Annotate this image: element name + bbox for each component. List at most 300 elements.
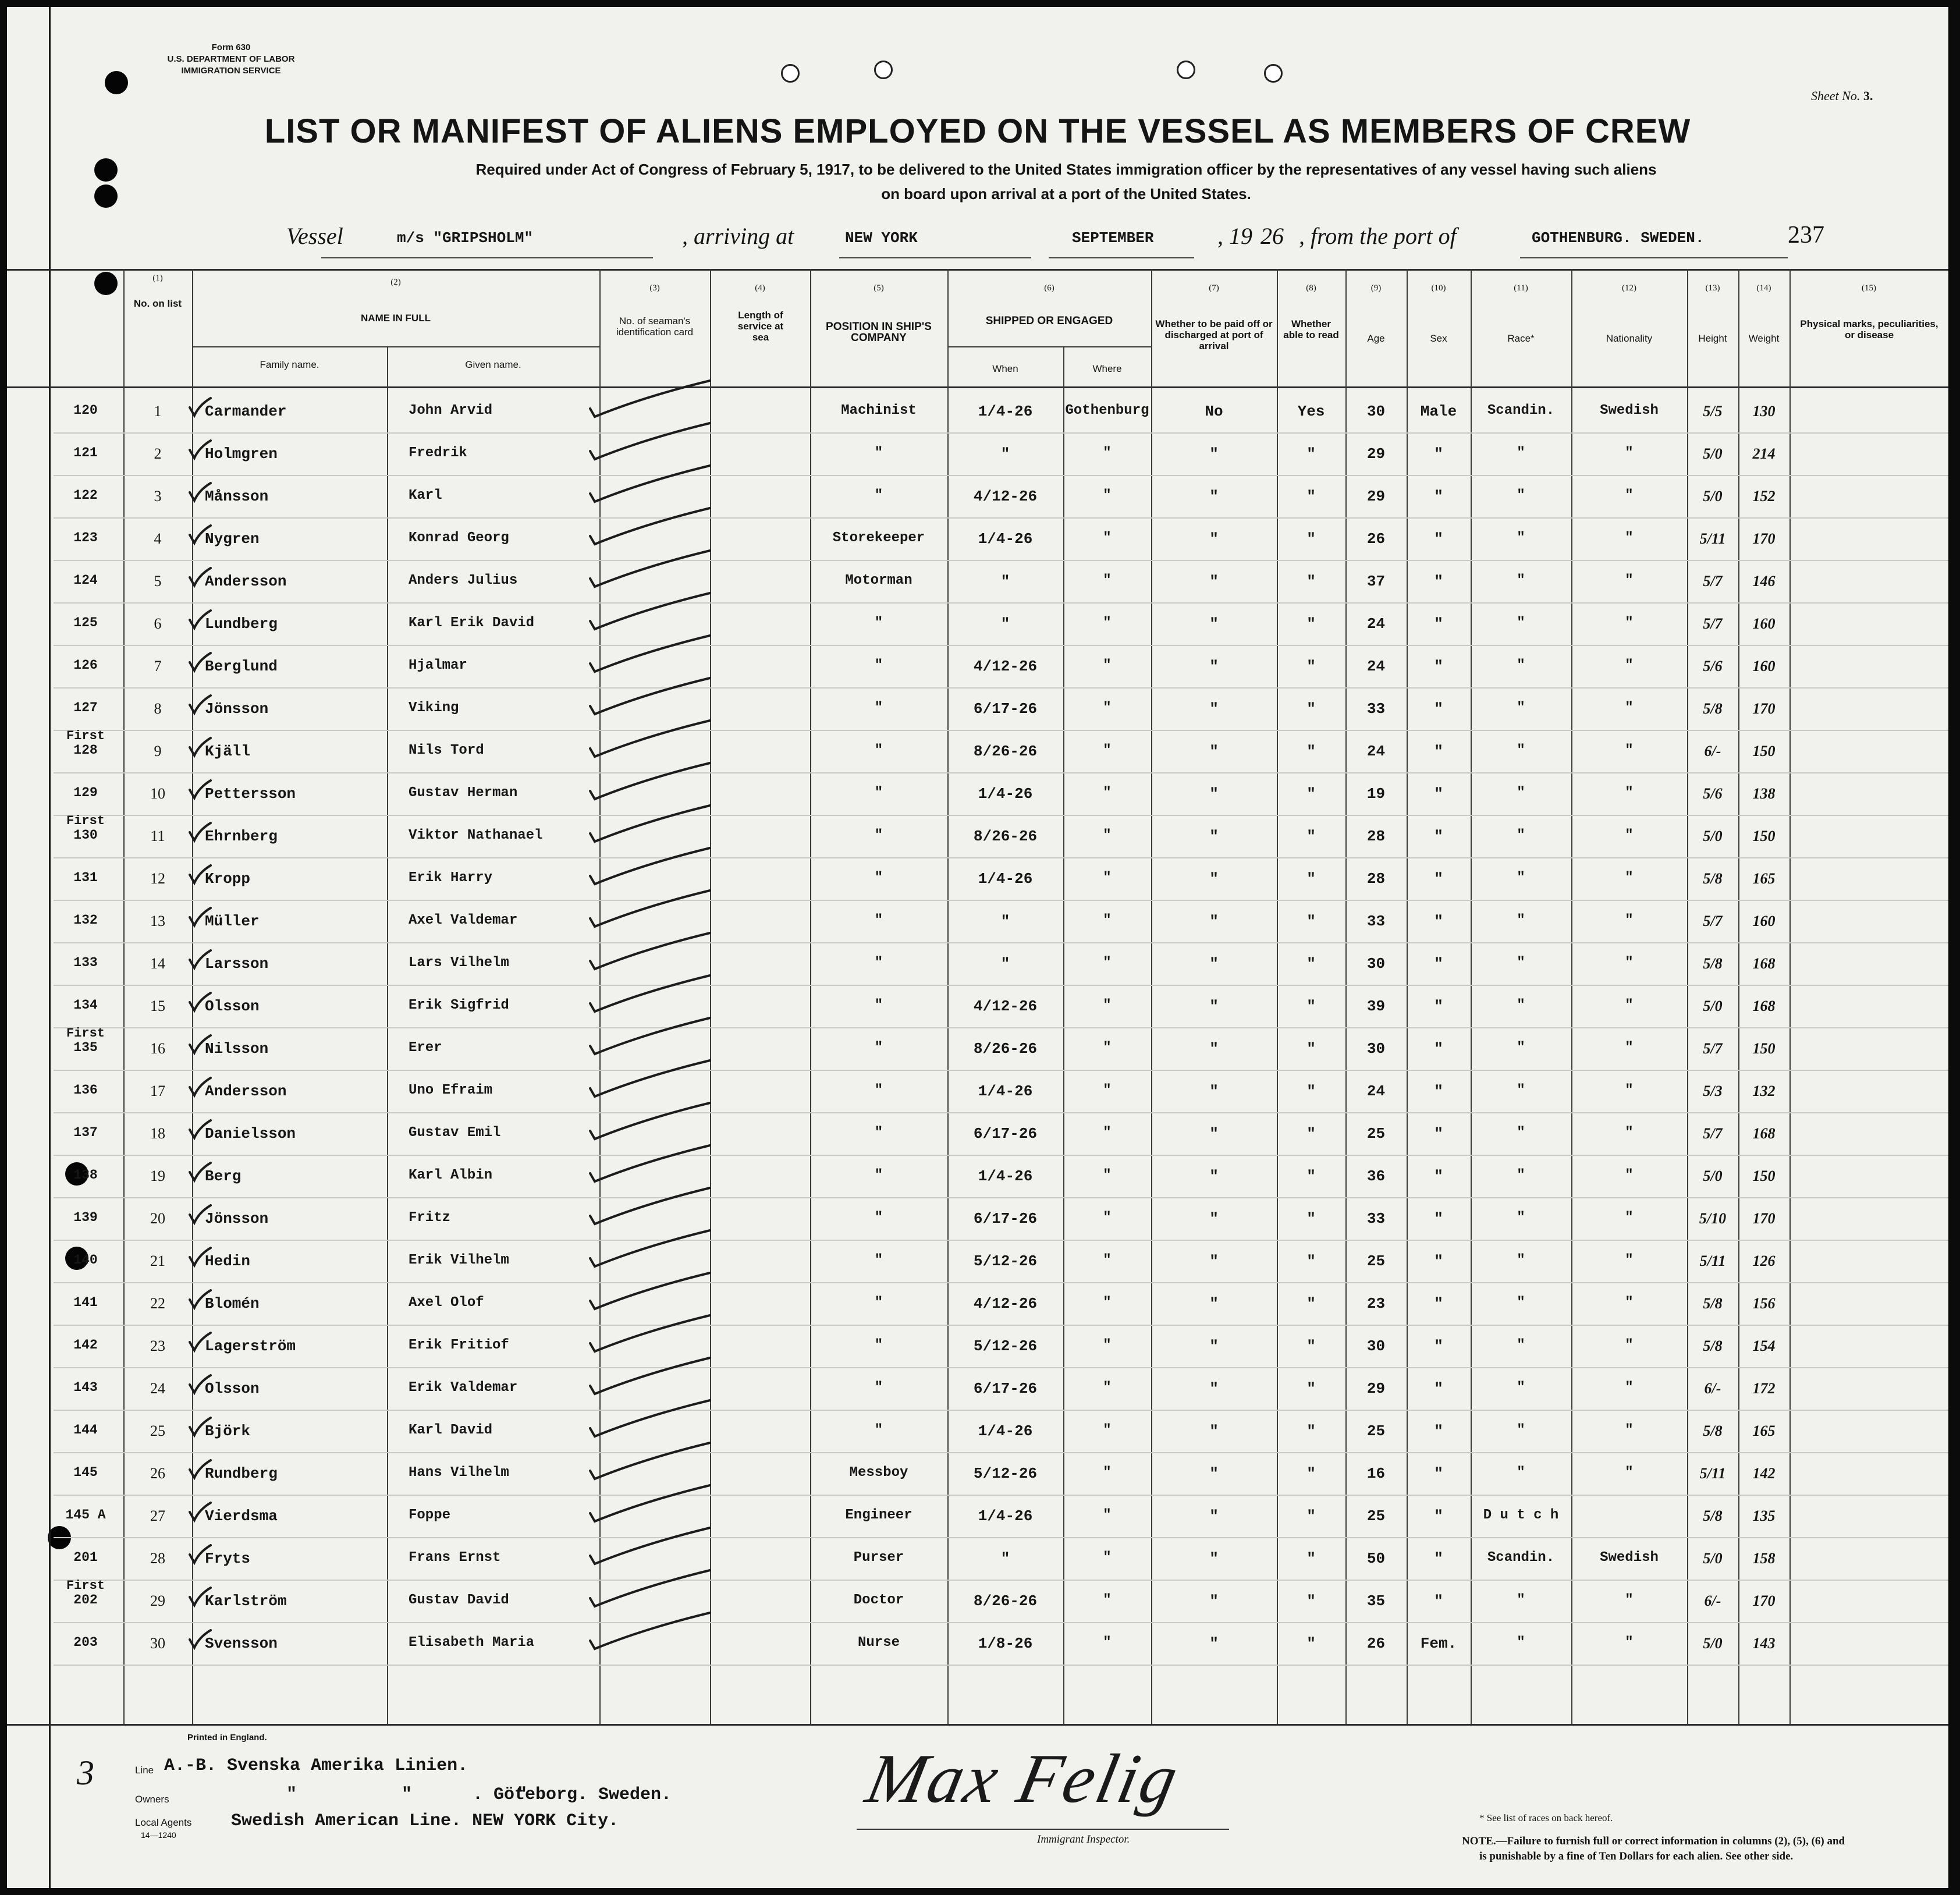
cell-read: " <box>1306 488 1316 505</box>
cell-weight: 168 <box>1752 955 1776 972</box>
cell-family: Nilsson <box>205 1040 269 1057</box>
check-mark-icon <box>189 1159 212 1183</box>
cell-height: 5/8 <box>1703 1295 1723 1312</box>
cell-height: 5/7 <box>1703 1040 1723 1057</box>
check-mark-icon <box>189 480 212 503</box>
cell-paid: " <box>1209 1507 1219 1525</box>
cell-paid: " <box>1209 1210 1219 1227</box>
from-label: , from the port of <box>1299 223 1457 249</box>
col-4-number: (4) <box>755 283 765 293</box>
cell-paid: " <box>1209 1337 1219 1355</box>
cell-no: 23 <box>150 1337 165 1354</box>
first-class-mark: First <box>66 729 105 743</box>
cell-family: Berglund <box>205 658 278 675</box>
cell-race: " <box>1517 700 1525 716</box>
cell-family: Olsson <box>205 998 260 1015</box>
cell-margin: 202 <box>73 1592 98 1607</box>
cell-age: 24 <box>1366 1083 1386 1100</box>
cell-race: " <box>1517 445 1525 461</box>
owners-value: . Göteborg. Sweden. <box>473 1785 672 1805</box>
row-rule <box>54 1027 1948 1028</box>
row-rule <box>54 1325 1948 1326</box>
cell-nationality: " <box>1625 1295 1634 1311</box>
cell-weight: 165 <box>1752 870 1776 887</box>
subtitle-line-1: Required under Act of Congress of February 5, 1917, to be delivered to the United States immigration officer by the representatives of any vessel having such aliens <box>475 161 1657 178</box>
table-bottom-rule <box>7 1724 1948 1726</box>
page-edge <box>49 7 51 1888</box>
cell-sex: Fem. <box>1420 1635 1457 1652</box>
cell-given: Uno Efraim <box>409 1083 493 1098</box>
col-6-header: SHIPPED OR ENGAGED <box>985 315 1113 327</box>
cell-given: Erik Valdemar <box>409 1380 518 1396</box>
when-header: When <box>992 363 1018 374</box>
port-underline <box>839 257 1031 258</box>
cell-race: D u t c h <box>1483 1507 1559 1523</box>
check-mark-icon <box>189 1584 212 1607</box>
cell-when: 6/17-26 <box>973 1125 1038 1142</box>
cell-sex: " <box>1434 1380 1443 1397</box>
row-rule <box>54 475 1948 476</box>
check-mark-icon <box>589 506 711 547</box>
cell-weight: 214 <box>1752 445 1776 462</box>
cell-position: " <box>874 785 883 801</box>
cell-no: 10 <box>150 785 165 802</box>
cell-read: " <box>1306 828 1316 845</box>
cell-given: Fredrik <box>409 445 467 461</box>
cell-position: " <box>874 1337 883 1353</box>
check-mark-icon <box>589 761 711 801</box>
cell-paid: " <box>1209 573 1219 590</box>
cell-position: " <box>874 913 883 928</box>
check-mark-icon <box>589 1313 711 1354</box>
col-1-number: (1) <box>152 274 163 283</box>
cell-race: " <box>1517 1635 1525 1651</box>
check-mark-icon <box>189 989 212 1013</box>
cell-given: Karl Albin <box>409 1167 493 1183</box>
line-value: A.-B. Svenska Amerika Linien. <box>164 1756 468 1776</box>
check-mark-icon <box>589 463 711 504</box>
cell-position: Motorman <box>845 573 912 588</box>
department: U.S. DEPARTMENT OF LABOR <box>167 54 295 64</box>
cell-read: " <box>1306 1295 1316 1312</box>
cell-given: Erik Harry <box>409 870 493 886</box>
cell-age: 24 <box>1366 615 1386 633</box>
check-mark-icon <box>189 862 212 885</box>
cell-where: " <box>1103 658 1112 673</box>
row-rule <box>54 687 1948 689</box>
cell-read: " <box>1306 1040 1316 1057</box>
col-15-header: Physical marks, peculiarities, or disease <box>1800 318 1938 340</box>
cell-given: Nils Tord <box>409 743 484 758</box>
cell-given: Gustav Emil <box>409 1125 501 1141</box>
cell-height: 5/0 <box>1703 445 1723 462</box>
check-mark-icon <box>589 378 711 419</box>
cell-nationality: " <box>1625 700 1634 716</box>
cell-race: " <box>1517 615 1525 631</box>
cell-margin: 126 <box>73 658 98 673</box>
cell-margin: 137 <box>73 1125 98 1140</box>
cell-margin: 128 <box>73 743 98 758</box>
cell-when: 4/12-26 <box>973 488 1038 505</box>
cell-read: " <box>1306 955 1316 973</box>
cell-where: Gothenburg <box>1065 403 1149 418</box>
cell-nationality: " <box>1625 870 1634 886</box>
cell-nationality: " <box>1625 743 1634 758</box>
cell-race: Scandin. <box>1487 1550 1555 1566</box>
cell-nationality: " <box>1625 1083 1634 1098</box>
cell-weight: 138 <box>1752 785 1776 802</box>
cell-read: " <box>1306 615 1316 633</box>
row-rule <box>54 1665 1948 1666</box>
cell-family: Fryts <box>205 1550 251 1567</box>
check-mark-icon <box>189 819 212 843</box>
printed-note: Printed in England. <box>187 1733 267 1743</box>
cell-sex: " <box>1434 828 1443 845</box>
cell-position: " <box>874 955 883 971</box>
cell-height: 5/3 <box>1703 1083 1723 1099</box>
service: IMMIGRATION SERVICE <box>181 66 281 76</box>
check-mark-icon <box>189 1117 212 1140</box>
cell-height: 5/8 <box>1703 1337 1723 1354</box>
cell-given: Erer <box>409 1040 442 1056</box>
cell-height: 5/11 <box>1699 530 1726 547</box>
cell-given: Karl Erik David <box>409 615 535 631</box>
cell-weight: 146 <box>1752 573 1776 590</box>
cell-given: Konrad Georg <box>409 530 509 546</box>
cell-family: Månsson <box>205 488 269 505</box>
cell-age: 36 <box>1366 1167 1386 1185</box>
cell-paid: " <box>1209 488 1219 505</box>
cell-age: 30 <box>1366 1337 1386 1355</box>
from-port: GOTHENBURG. SWEDEN. <box>1532 229 1705 247</box>
cell-where: " <box>1103 1252 1112 1268</box>
cell-given: Gustav David <box>409 1592 509 1608</box>
cell-nationality: " <box>1625 1635 1634 1651</box>
cell-position: " <box>874 1422 883 1438</box>
cell-position: Nurse <box>857 1635 900 1651</box>
row-rule <box>54 432 1948 434</box>
cell-race: " <box>1517 1210 1525 1226</box>
row-rule <box>54 1452 1948 1453</box>
cell-margin: 141 <box>73 1295 98 1310</box>
col-3-number: (3) <box>649 283 660 293</box>
cell-sex: " <box>1434 700 1443 718</box>
cell-sex: " <box>1434 1507 1443 1525</box>
cell-where: " <box>1103 1167 1112 1183</box>
name-subheader-rule <box>192 346 599 347</box>
arriving-port: NEW YORK <box>845 229 918 247</box>
cell-weight: 126 <box>1752 1252 1776 1269</box>
col-13-number: (13) <box>1705 283 1720 293</box>
check-mark-icon <box>189 947 212 970</box>
cell-no: 27 <box>150 1507 165 1524</box>
cell-age: 33 <box>1366 913 1386 930</box>
cell-where: " <box>1103 488 1112 503</box>
cell-given: Karl <box>409 488 442 503</box>
cell-age: 39 <box>1366 998 1386 1015</box>
cell-margin: 145 <box>73 1465 98 1480</box>
col-10-number: (10) <box>1431 283 1446 293</box>
cell-no: 8 <box>154 700 162 717</box>
cell-race: " <box>1517 1083 1525 1098</box>
cell-where: " <box>1103 1210 1112 1226</box>
col-13-header: Height <box>1698 333 1727 344</box>
check-mark-icon <box>589 548 711 589</box>
cell-sex: " <box>1434 445 1443 463</box>
agents-code: 14—1240 <box>141 1830 176 1840</box>
cell-when: 8/26-26 <box>973 1592 1038 1610</box>
cell-read: " <box>1306 1337 1316 1355</box>
cell-family: Vierdsma <box>205 1507 278 1525</box>
cell-height: 5/7 <box>1703 573 1723 590</box>
check-mark-icon <box>189 1499 212 1523</box>
cell-no: 22 <box>150 1295 165 1312</box>
cell-where: " <box>1103 573 1112 588</box>
cell-when: 1/4-26 <box>978 530 1033 548</box>
cell-race: " <box>1517 573 1525 588</box>
row-rule <box>54 730 1948 731</box>
row-rule <box>54 1112 1948 1113</box>
cell-family: Larsson <box>205 955 269 973</box>
first-class-mark: First <box>66 1026 105 1041</box>
cell-weight: 168 <box>1752 1125 1776 1142</box>
check-mark-icon <box>589 1483 711 1524</box>
cell-family: Ehrnberg <box>205 828 278 845</box>
check-mark-icon <box>189 1414 212 1438</box>
cell-family: Jönsson <box>205 1210 269 1227</box>
cell-read: " <box>1306 1422 1316 1440</box>
year-prefix: , 19 <box>1217 223 1252 249</box>
check-mark-icon <box>589 1610 711 1651</box>
col-12-number: (12) <box>1622 283 1636 293</box>
punch-hole <box>1177 61 1195 79</box>
line-label: Line <box>135 1765 154 1776</box>
col-10-header: Sex <box>1430 333 1447 344</box>
cell-nationality: " <box>1625 785 1634 801</box>
cell-nationality: " <box>1625 615 1634 631</box>
cell-read: " <box>1306 573 1316 590</box>
cell-where: " <box>1103 1295 1112 1311</box>
cell-margin: 144 <box>73 1422 98 1438</box>
cell-given: Erik Sigfrid <box>409 998 509 1013</box>
cell-nationality: " <box>1625 1252 1634 1268</box>
cell-margin: 122 <box>73 488 98 503</box>
cell-height: 5/8 <box>1703 955 1723 972</box>
vessel-underline <box>321 257 653 258</box>
cell-where: " <box>1103 1125 1112 1141</box>
cell-age: 28 <box>1366 870 1386 888</box>
cell-sex: " <box>1434 1167 1443 1185</box>
cell-sex: " <box>1434 615 1443 633</box>
check-mark-icon <box>189 607 212 630</box>
vessel-label: Vessel <box>286 223 343 249</box>
cell-sex: " <box>1434 1083 1443 1100</box>
cell-no: 26 <box>150 1465 165 1482</box>
check-mark-icon <box>589 1568 711 1609</box>
cell-weight: 160 <box>1752 658 1776 675</box>
cell-age: 24 <box>1366 743 1386 760</box>
cell-when: 8/26-26 <box>973 743 1038 760</box>
cell-where: " <box>1103 785 1112 801</box>
cell-given: Erik Vilhelm <box>409 1252 509 1268</box>
cell-given: Hans Vilhelm <box>409 1465 509 1481</box>
cell-age: 30 <box>1366 1040 1386 1057</box>
cell-read: " <box>1306 1550 1316 1567</box>
cell-sex: " <box>1434 1592 1443 1610</box>
cell-race: " <box>1517 1592 1525 1608</box>
cell-position: " <box>874 658 883 673</box>
check-mark-icon <box>189 1627 212 1650</box>
cell-nationality: " <box>1625 998 1634 1013</box>
row-rule <box>54 985 1948 986</box>
cell-paid: " <box>1209 1380 1219 1397</box>
cell-paid: " <box>1209 615 1219 633</box>
form-number: Form 630 <box>211 42 251 52</box>
row-rule <box>54 560 1948 561</box>
cell-race: " <box>1517 1167 1525 1183</box>
cell-family: Berg <box>205 1167 242 1185</box>
cell-when: " <box>1000 573 1010 590</box>
cell-nationality: Swedish <box>1600 1550 1659 1566</box>
cell-position: " <box>874 615 883 631</box>
cell-when: " <box>1000 445 1010 463</box>
col-14-number: (14) <box>1756 283 1771 293</box>
cell-read: " <box>1306 700 1316 718</box>
cell-race: " <box>1517 743 1525 758</box>
inspector-signature: Max Felig <box>860 1740 1187 1817</box>
col-9-number: (9) <box>1370 283 1382 293</box>
cell-no: 21 <box>150 1252 165 1269</box>
cell-race: " <box>1517 998 1525 1013</box>
from-underline <box>1520 257 1788 258</box>
cell-where: " <box>1103 1635 1112 1651</box>
check-mark-icon <box>589 931 711 971</box>
vessel-line <box>286 222 1858 257</box>
row-rule <box>54 1537 1948 1538</box>
cell-position: Purser <box>853 1550 904 1566</box>
cell-read: " <box>1306 1252 1316 1270</box>
cell-family: Lagerström <box>205 1337 296 1355</box>
cell-read: " <box>1306 1592 1316 1610</box>
cell-sex: " <box>1434 1210 1443 1227</box>
check-mark-icon <box>189 1457 212 1480</box>
cell-race: " <box>1517 1040 1525 1056</box>
check-mark-icon <box>589 888 711 929</box>
cell-when: 6/17-26 <box>973 1210 1038 1227</box>
cell-read: " <box>1306 1167 1316 1185</box>
cell-position: " <box>874 1295 883 1311</box>
cell-position: " <box>874 828 883 843</box>
cell-race: " <box>1517 1295 1525 1311</box>
cell-age: 29 <box>1366 488 1386 505</box>
cell-margin: 132 <box>73 913 98 928</box>
cell-margin: 123 <box>73 530 98 545</box>
cell-read: " <box>1306 1635 1316 1652</box>
cell-race: " <box>1517 1465 1525 1481</box>
cell-sex: " <box>1434 1295 1443 1312</box>
cell-where: " <box>1103 1040 1112 1056</box>
cell-sex: " <box>1434 998 1443 1015</box>
cell-sex: " <box>1434 870 1443 888</box>
cell-read: " <box>1306 785 1316 803</box>
cell-position: Storekeeper <box>832 530 925 546</box>
cell-family: Lundberg <box>205 615 278 633</box>
col-12-header: Nationality <box>1606 333 1653 344</box>
col-14-header: Weight <box>1748 333 1780 344</box>
cell-family: Nygren <box>205 530 260 548</box>
cell-paid: " <box>1209 1040 1219 1057</box>
cell-height: 6/- <box>1704 1380 1721 1397</box>
binder-hole <box>94 272 118 295</box>
cell-nationality: " <box>1625 1465 1634 1481</box>
cell-race: " <box>1517 1252 1525 1268</box>
cell-given: Axel Valdemar <box>409 913 518 928</box>
cell-nationality: " <box>1625 1125 1634 1141</box>
cell-age: 24 <box>1366 658 1386 675</box>
check-mark-icon <box>189 1202 212 1225</box>
cell-paid: " <box>1209 1125 1219 1142</box>
check-mark-icon <box>589 1058 711 1099</box>
cell-no: 13 <box>150 913 165 929</box>
punch-hole <box>1264 64 1283 83</box>
cell-paid: " <box>1209 700 1219 718</box>
cell-weight: 170 <box>1752 530 1776 547</box>
cell-position: " <box>874 998 883 1013</box>
cell-where: " <box>1103 1422 1112 1438</box>
cell-margin: 121 <box>73 445 98 460</box>
cell-height: 5/7 <box>1703 615 1723 632</box>
cell-where: " <box>1103 828 1112 843</box>
cell-when: 1/4-26 <box>978 1507 1033 1525</box>
cell-family: Holmgren <box>205 445 278 463</box>
where-header: Where <box>1092 363 1122 374</box>
cell-nationality: " <box>1625 1210 1634 1226</box>
col-9-header: Age <box>1367 333 1385 344</box>
check-mark-icon <box>589 1398 711 1439</box>
cell-paid: " <box>1209 1635 1219 1652</box>
check-mark-icon <box>589 1186 711 1226</box>
check-mark-icon <box>589 1355 711 1396</box>
cell-height: 5/5 <box>1703 403 1723 420</box>
cell-family: Andersson <box>205 573 287 590</box>
check-mark-icon <box>189 395 212 418</box>
binder-hole <box>94 184 118 208</box>
cell-weight: 172 <box>1752 1380 1776 1397</box>
cell-no: 17 <box>150 1083 165 1099</box>
cell-weight: 150 <box>1752 1167 1776 1184</box>
cell-when: 4/12-26 <box>973 1295 1038 1312</box>
cell-margin: 120 <box>73 403 98 418</box>
cell-height: 5/8 <box>1703 1507 1723 1524</box>
cell-no: 11 <box>150 828 165 844</box>
cell-paid: " <box>1209 1083 1219 1100</box>
cell-family: Rundberg <box>205 1465 278 1482</box>
row-rule <box>54 1367 1948 1368</box>
month-underline <box>1049 257 1194 258</box>
cell-read: " <box>1306 1507 1316 1525</box>
col-7-header: Whether to be paid off or discharged at port of arrival <box>1155 318 1273 352</box>
cell-given: Frans Ernst <box>409 1550 501 1566</box>
cell-race: " <box>1517 955 1525 971</box>
cell-paid: " <box>1209 1422 1219 1440</box>
cell-family: Müller <box>205 913 260 930</box>
cell-weight: 170 <box>1752 700 1776 717</box>
binder-hole <box>105 71 128 94</box>
cell-margin: 127 <box>73 700 98 715</box>
cell-given: Foppe <box>409 1507 451 1523</box>
row-rule <box>54 602 1948 604</box>
cell-paid: " <box>1209 913 1219 930</box>
